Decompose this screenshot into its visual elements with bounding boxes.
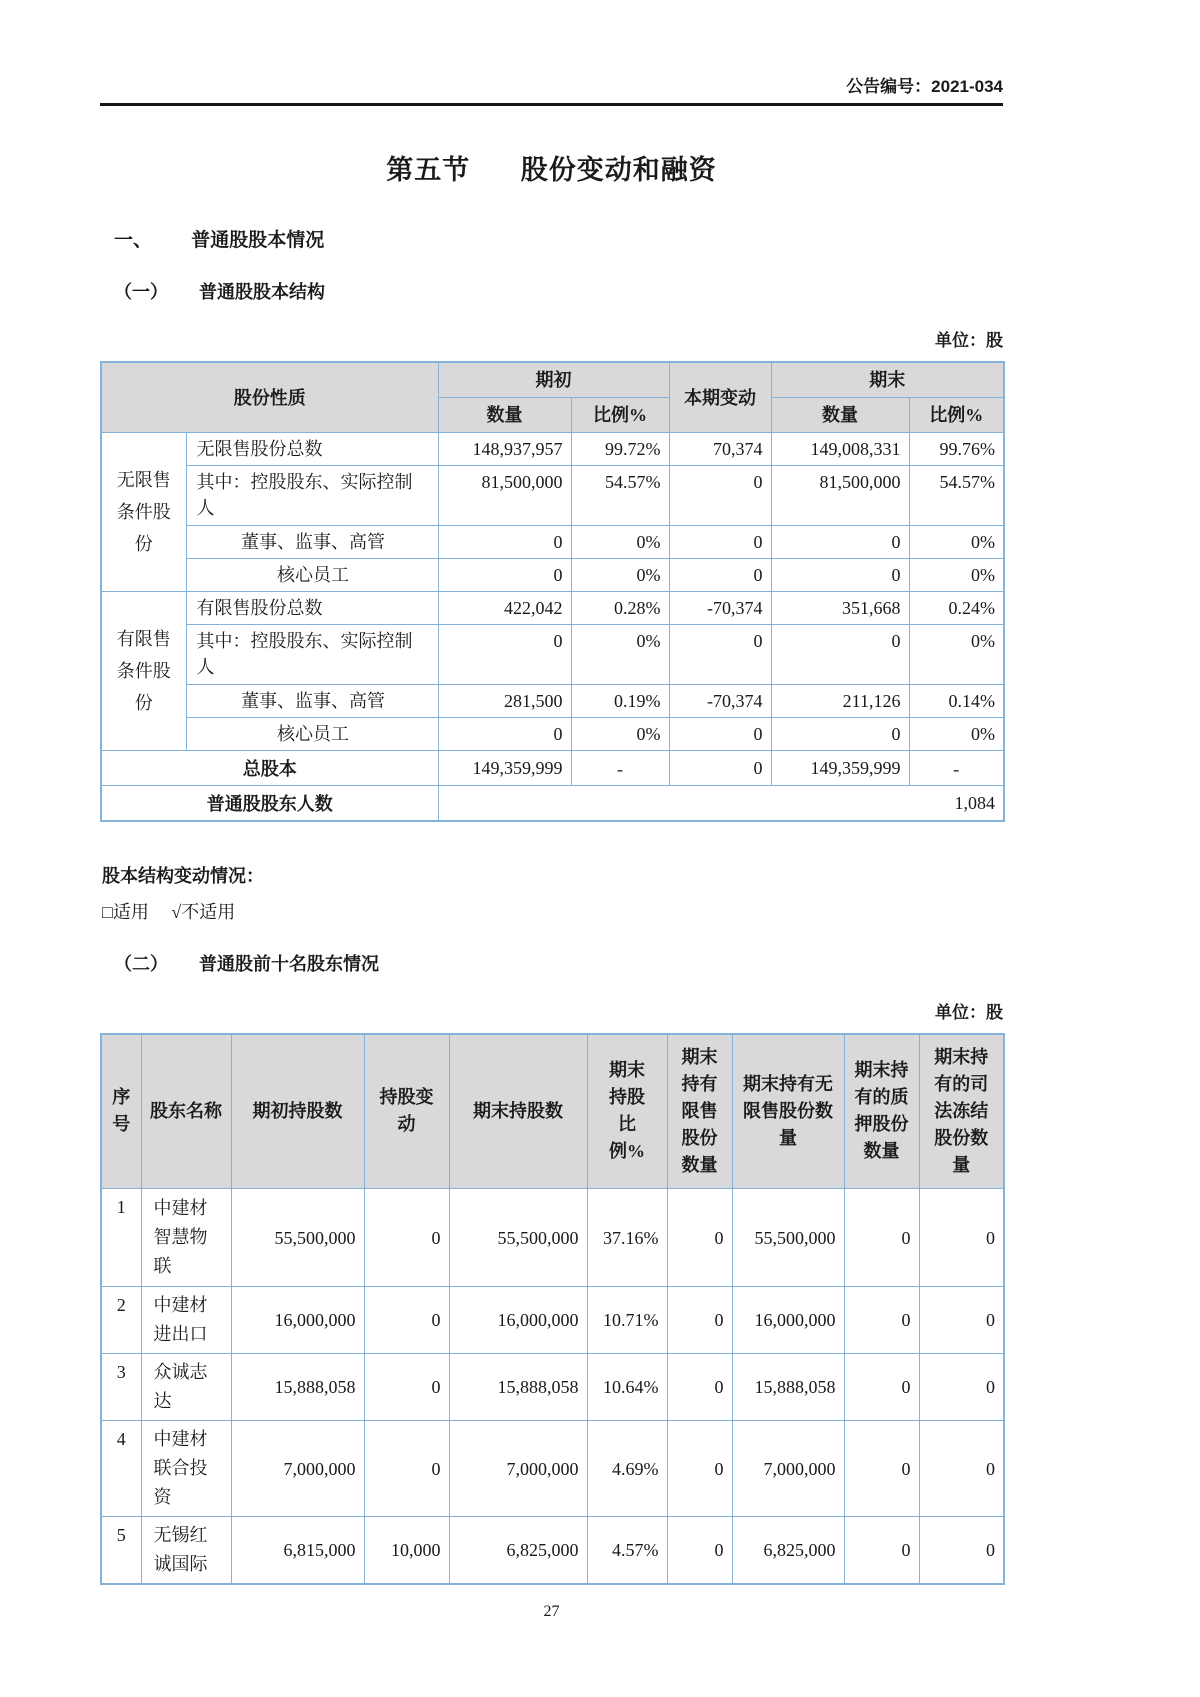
cell-begin-pct: 0.28% (571, 592, 669, 625)
cell-begin-pct: 54.57% (571, 466, 669, 526)
cell-end-pct: 0% (909, 526, 1004, 559)
th-begin-shares: 期初持股数 (231, 1034, 364, 1189)
header-rule (100, 103, 1003, 106)
th-end-pct: 比例% (909, 398, 1004, 433)
th-ending: 期末 (771, 362, 1004, 398)
cell-begin-qty: 0 (438, 625, 571, 685)
cell-share-change: 0 (364, 1421, 449, 1517)
th-begin-pct: 比例% (571, 398, 669, 433)
capital-change-note-title: 股本结构变动情况： (102, 865, 264, 886)
unit-label: 单位：股 (935, 331, 1003, 350)
subsection-title: 普通股前十名股东情况 (199, 953, 380, 974)
subsection-heading-2 (100, 950, 1003, 976)
cell-end-pct: 10.64% (587, 1354, 667, 1421)
cell-end-restricted: 0 (667, 1287, 732, 1354)
cell-begin-shares: 7,000,000 (231, 1421, 364, 1517)
row-label: 董事、监事、高管 (186, 685, 438, 718)
checkbox-applicable: □适用 (102, 901, 149, 922)
cell-shareholder-name: 中建材联合投资 (141, 1421, 231, 1517)
cell-begin-qty: 0 (438, 718, 571, 751)
cell-end-unrestricted: 7,000,000 (732, 1421, 844, 1517)
cell-end-pct: 4.57% (587, 1517, 667, 1585)
table-row (101, 466, 1004, 526)
cell-end-qty: 211,126 (771, 685, 909, 718)
cell-end-frozen: 0 (919, 1189, 1004, 1287)
cell-change: -70,374 (669, 685, 771, 718)
table-row (101, 625, 1004, 685)
table-row (101, 559, 1004, 592)
holders-label: 普通股股东人数 (101, 786, 438, 821)
cell-begin-pct: 0% (571, 625, 669, 685)
cell-end-pct: 54.57% (909, 466, 1004, 526)
cell-shareholder-name: 众诚志达 (141, 1354, 231, 1421)
cell-end-restricted: 0 (667, 1517, 732, 1585)
cell-index: 3 (101, 1354, 141, 1421)
th-share-change: 持股变动 (364, 1034, 449, 1189)
cell-index: 4 (101, 1421, 141, 1517)
cell-index: 5 (101, 1517, 141, 1585)
cell-end-restricted: 0 (667, 1189, 732, 1287)
cell-end-restricted: 0 (667, 1354, 732, 1421)
cell-end-qty: 0 (771, 559, 909, 592)
cell-end-restricted: 0 (667, 1421, 732, 1517)
cell-share-change: 0 (364, 1189, 449, 1287)
cell-begin-qty: 149,359,999 (438, 751, 571, 786)
document-page (100, 0, 1003, 1621)
table-row (101, 685, 1004, 718)
holders-count: 1,084 (438, 786, 1004, 821)
cell-end-shares: 55,500,000 (449, 1189, 587, 1287)
table-row (101, 592, 1004, 625)
th-end-qty: 数量 (771, 398, 909, 433)
cell-end-pct: 4.69% (587, 1421, 667, 1517)
cell-end-unrestricted: 16,000,000 (732, 1287, 844, 1354)
cell-end-qty: 0 (771, 526, 909, 559)
cell-begin-shares: 55,500,000 (231, 1189, 364, 1287)
group-label-unrestricted: 无限售条件股份 (101, 433, 186, 592)
cell-change: 70,374 (669, 433, 771, 466)
cell-end-frozen: 0 (919, 1287, 1004, 1354)
cell-begin-shares: 15,888,058 (231, 1354, 364, 1421)
row-label: 董事、监事、高管 (186, 526, 438, 559)
cell-end-shares: 7,000,000 (449, 1421, 587, 1517)
cell-begin-pct: 0% (571, 559, 669, 592)
cell-end-qty: 81,500,000 (771, 466, 909, 526)
total-label: 总股本 (101, 751, 438, 786)
cell-begin-shares: 16,000,000 (231, 1287, 364, 1354)
cell-index: 2 (101, 1287, 141, 1354)
table-row (101, 433, 1004, 466)
cell-begin-shares: 6,815,000 (231, 1517, 364, 1585)
cell-begin-pct: 0.19% (571, 685, 669, 718)
cell-end-pledged: 0 (844, 1354, 919, 1421)
checkmark-not-applicable: √不适用 (171, 901, 236, 922)
section-heading (100, 225, 1003, 252)
th-end-restricted: 期末持有限售股份数量 (667, 1034, 732, 1189)
cell-end-frozen: 0 (919, 1421, 1004, 1517)
table-row (101, 526, 1004, 559)
table-row (101, 1354, 1004, 1421)
cell-end-unrestricted: 15,888,058 (732, 1354, 844, 1421)
cell-end-pct: 0.14% (909, 685, 1004, 718)
th-end-pct: 期末持股比例% (587, 1034, 667, 1189)
chapter-title: 股份变动和融资 (520, 155, 717, 185)
cell-change: 0 (669, 718, 771, 751)
th-index: 序号 (101, 1034, 141, 1189)
cell-end-shares: 6,825,000 (449, 1517, 587, 1585)
cell-begin-pct: - (571, 751, 669, 786)
cell-shareholder-name: 中建材进出口 (141, 1287, 231, 1354)
table-row (101, 1287, 1004, 1354)
page-number: 27 (543, 1603, 560, 1620)
th-end-shares: 期末持股数 (449, 1034, 587, 1189)
cell-end-frozen: 0 (919, 1517, 1004, 1585)
cell-end-pledged: 0 (844, 1287, 919, 1354)
cell-begin-pct: 0% (571, 526, 669, 559)
th-end-frozen: 期末持有的司法冻结股份数量 (919, 1034, 1004, 1189)
row-label: 无限售股份总数 (186, 433, 438, 466)
cell-change: 0 (669, 625, 771, 685)
table-row (101, 751, 1004, 786)
share-structure-table (100, 361, 1005, 822)
cell-end-qty: 0 (771, 718, 909, 751)
cell-begin-qty: 0 (438, 559, 571, 592)
th-shareholder-name: 股东名称 (141, 1034, 231, 1189)
cell-change: 0 (669, 559, 771, 592)
th-begin-qty: 数量 (438, 398, 571, 433)
page-title (100, 148, 1003, 187)
cell-change: 0 (669, 751, 771, 786)
cell-end-shares: 16,000,000 (449, 1287, 587, 1354)
group-label-restricted: 有限售条件股份 (101, 592, 186, 751)
cell-end-unrestricted: 6,825,000 (732, 1517, 844, 1585)
subsection-number: （一） (114, 282, 168, 302)
cell-end-shares: 15,888,058 (449, 1354, 587, 1421)
subsection-heading-1 (100, 278, 1003, 304)
cell-end-pct: 0% (909, 625, 1004, 685)
cell-change: -70,374 (669, 592, 771, 625)
cell-end-pct: 0.24% (909, 592, 1004, 625)
cell-end-pledged: 0 (844, 1189, 919, 1287)
announcement-number: 公告编号：2021-034 (846, 77, 1003, 96)
subsection-number: （二） (114, 953, 168, 974)
row-label: 其中：控股股东、实际控制人 (186, 625, 438, 685)
cell-begin-qty: 148,937,957 (438, 433, 571, 466)
chapter-label: 第五节 (386, 155, 471, 185)
th-beginning: 期初 (438, 362, 669, 398)
row-label: 有限售股份总数 (186, 592, 438, 625)
table-row (101, 786, 1004, 821)
unit-label: 单位：股 (935, 1002, 1003, 1022)
cell-end-pct: 37.16% (587, 1189, 667, 1287)
cell-change: 0 (669, 466, 771, 526)
row-label: 其中：控股股东、实际控制人 (186, 466, 438, 526)
cell-end-qty: 149,008,331 (771, 433, 909, 466)
cell-begin-pct: 99.72% (571, 433, 669, 466)
cell-share-change: 0 (364, 1287, 449, 1354)
th-share-nature: 股份性质 (101, 362, 438, 433)
cell-end-pledged: 0 (844, 1421, 919, 1517)
cell-begin-qty: 422,042 (438, 592, 571, 625)
table-row (101, 1517, 1004, 1585)
cell-change: 0 (669, 526, 771, 559)
section-number: 一、 (114, 230, 153, 251)
cell-end-pct: 10.71% (587, 1287, 667, 1354)
table-row (101, 1421, 1004, 1517)
row-label: 核心员工 (186, 559, 438, 592)
cell-begin-qty: 281,500 (438, 685, 571, 718)
cell-end-pct: - (909, 751, 1004, 786)
table-row (101, 718, 1004, 751)
cell-end-pct: 99.76% (909, 433, 1004, 466)
cell-begin-pct: 0% (571, 718, 669, 751)
capital-change-note-options (100, 898, 1003, 924)
cell-end-pledged: 0 (844, 1517, 919, 1585)
section-title: 普通股股本情况 (191, 230, 325, 251)
th-end-unrestricted: 期末持有无限售股份数量 (732, 1034, 844, 1189)
cell-index: 1 (101, 1189, 141, 1287)
cell-share-change: 0 (364, 1354, 449, 1421)
cell-end-frozen: 0 (919, 1354, 1004, 1421)
cell-begin-qty: 0 (438, 526, 571, 559)
cell-end-qty: 0 (771, 625, 909, 685)
table-row (101, 362, 1004, 398)
table-row (101, 1189, 1004, 1287)
cell-share-change: 10,000 (364, 1517, 449, 1585)
table-header-row (101, 1034, 1004, 1189)
cell-end-pct: 0% (909, 559, 1004, 592)
cell-shareholder-name: 中建材智慧物联 (141, 1189, 231, 1287)
row-label: 核心员工 (186, 718, 438, 751)
cell-end-pct: 0% (909, 718, 1004, 751)
th-period-change: 本期变动 (669, 362, 771, 433)
top-shareholders-table (100, 1033, 1005, 1586)
cell-end-unrestricted: 55,500,000 (732, 1189, 844, 1287)
cell-end-qty: 351,668 (771, 592, 909, 625)
cell-shareholder-name: 无锡红诚国际 (141, 1517, 231, 1585)
cell-end-qty: 149,359,999 (771, 751, 909, 786)
subsection-title: 普通股股本结构 (199, 282, 326, 302)
cell-begin-qty: 81,500,000 (438, 466, 571, 526)
th-end-pledged: 期末持有的质押股份数量 (844, 1034, 919, 1189)
